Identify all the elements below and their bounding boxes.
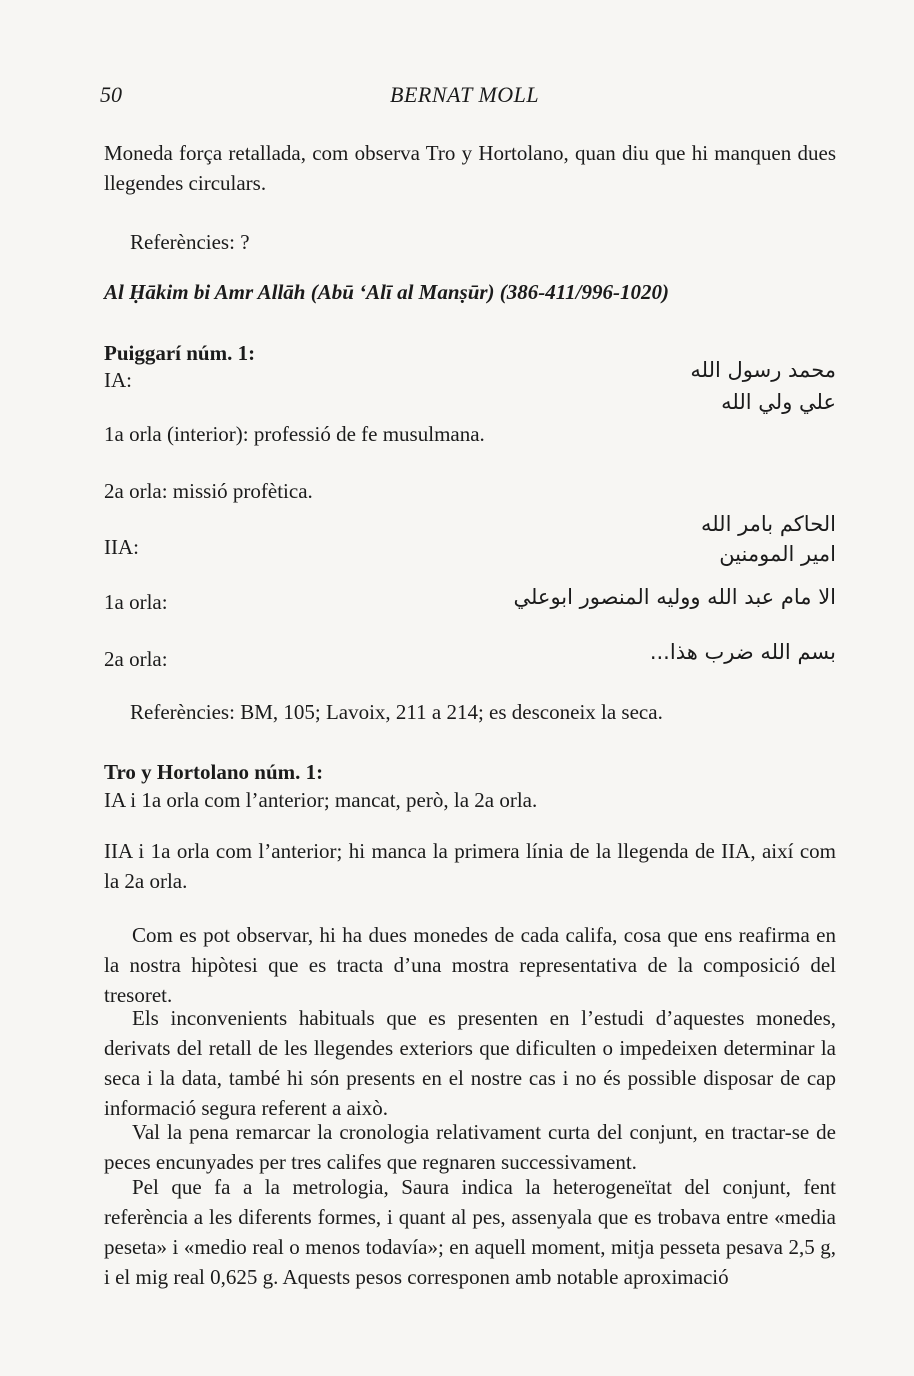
ia-label: IA: xyxy=(104,368,132,392)
body-paragraph-1: Com es pot observar, hi ha dues monedes de cada califa, cosa que ens reafirma en la nostra hipòtesi que es tracta d’una mostra representativa de la composició del tresoret. xyxy=(104,923,836,1007)
running-title: BERNAT MOLL xyxy=(390,82,540,107)
puiggari-references: Referències: BM, 105; Lavoix, 211 a 214; es desconeix la seca. xyxy=(130,700,663,724)
iia-orla1-label: 1a orla: xyxy=(104,590,168,614)
section-title: Al Ḥākim bi Amr Allāh (Abū ‘Alī al Manṣūr) (386-411/996-1020) xyxy=(104,280,669,304)
iia-label: IIA: xyxy=(104,535,139,559)
ia-orla1: 1a orla (interior): professió de fe musulmana. xyxy=(104,422,485,446)
arabic-iia-line2: امير المومنين xyxy=(719,542,836,566)
intro-references: Referències: ? xyxy=(130,230,250,254)
arabic-ia-line2: علي ولي الله xyxy=(721,390,836,414)
arabic-orla2: بسم الله ضرب هذا... xyxy=(649,640,836,664)
intro-paragraph: Moneda força retallada, com observa Tro y Hortolano, quan diu que hi manquen dues llegendes circulars. xyxy=(104,141,836,195)
page-number: 50 xyxy=(100,82,122,107)
arabic-orla1: الا مام عبد الله ووليه المنصور ابوعلي xyxy=(513,585,836,609)
puiggari-heading: Puiggarí núm. 1: xyxy=(104,341,256,365)
tro-line1: IA i 1a orla com l’anterior; mancat, però, la 2a orla. xyxy=(104,788,538,812)
body-paragraph-4: Pel que fa a la metrologia, Saura indica la heterogeneïtat del conjunt, fent referència a les diferents formes, i quant al pes, assenyala que es trobava entre «media peseta» i «medio real o menos todavía»; en aquell moment, mitja pesseta pesava 2,5 g, i el mig real 0,625 g. Aquests pesos corresponen amb notable aproximació xyxy=(104,1175,836,1289)
iia-orla2-label: 2a orla: xyxy=(104,647,168,671)
body-paragraph-2: Els inconvenients habituals que es presenten en l’estudi d’aquestes monedes, derivats del retall de les llegendes exteriors que dificulten o impedeixen determinar la seca i la data, també hi són presents en el nostre cas i no és possible disposar de cap informació segura referent a això. xyxy=(104,1006,836,1120)
arabic-ia-line1: محمد رسول الله xyxy=(690,358,836,382)
arabic-iia-line1: الحاكم بامر الله xyxy=(700,512,836,536)
body-paragraph-3: Val la pena remarcar la cronologia relativament curta del conjunt, en tractar-se de peces encunyades per tres califes que regnaren successivament. xyxy=(104,1120,836,1174)
tro-heading: Tro y Hortolano núm. 1: xyxy=(104,760,324,784)
tro-line2: IIA i 1a orla com l’anterior; hi manca la primera línia de la llegenda de IIA, així com la 2a orla. xyxy=(104,839,836,893)
ia-orla2: 2a orla: missió profètica. xyxy=(104,479,313,503)
